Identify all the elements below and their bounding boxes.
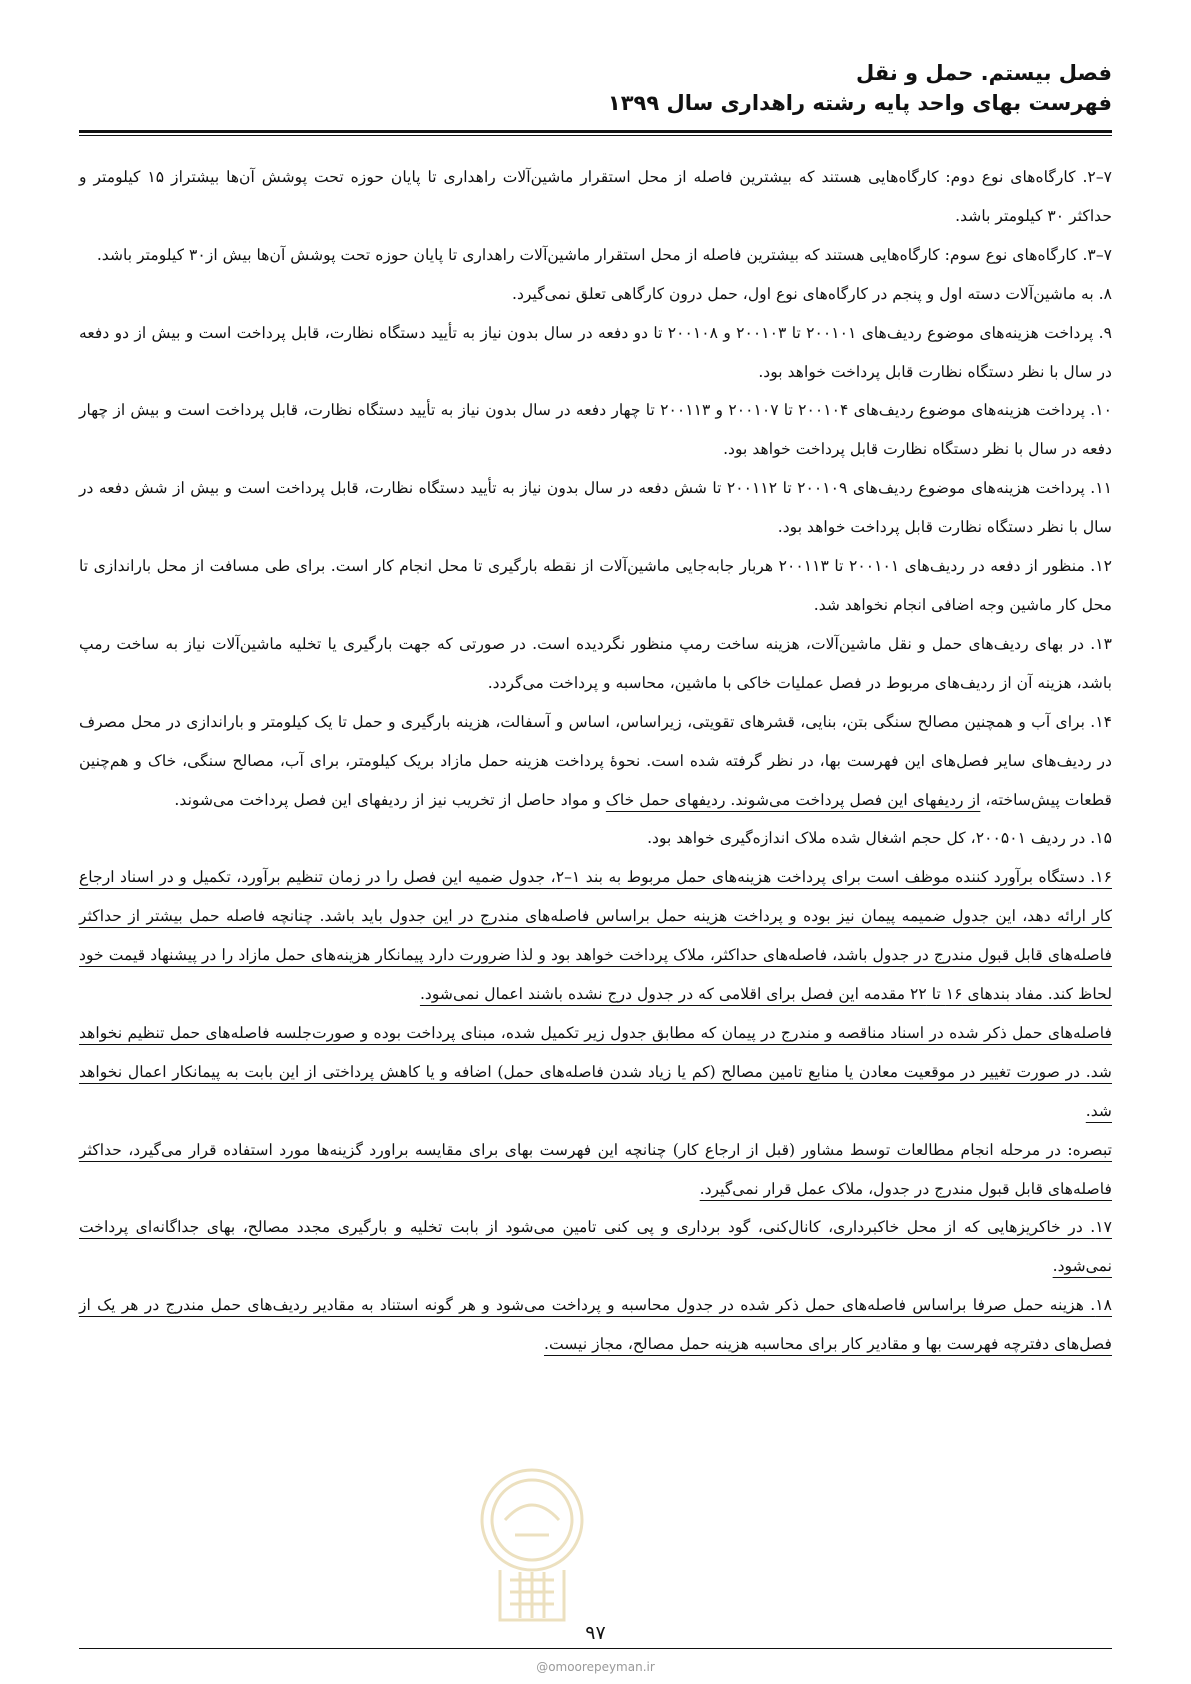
paragraph-18: ۱۸. هزینه حمل صرفا براساس فاصله‌های حمل ذکر شده در جدول محاسبه و پرداخت می‌شود و هر گونه استناد به مقادیر ردیف‌های حمل مندرج در هر یک از فصل‌های دفترچه فهرست بها و مقادیر کار برای محاسبه هزینه حمل مصالح، مجاز نیست. — [79, 1296, 1112, 1354]
paragraph: ۱۳. در بهای ردیف‌های حمل و نقل ماشین‌آلات، هزینه ساخت رمپ منظور نگردیده است. در صورتی که جهت بارگیری یا تخلیه ماشین‌آلات نیاز به ساخت رمپ باشد، هزینه آن از ردیف‌های مربوط در فصل عملیات خاکی با ماشین، محاسبه و پرداخت می‌گردد. — [79, 634, 1112, 692]
header-divider-thin — [79, 135, 1112, 136]
header-divider — [79, 130, 1112, 133]
paragraph-14 — [79, 703, 1112, 820]
note-paragraph: تبصره: در مرحله انجام مطالعات توسط مشاور (قبل از ارجاع کار) چنانچه این فهرست بهای برای مقایسه براورد گزینه‌ها مورد استفاده قرار می‌گیرد، حداکثر فاصله‌های قابل قبول مندرج در جدول، ملاک عمل قرار نمی‌گیرد. — [79, 1140, 1112, 1198]
chapter-title: فصل بیستم. حمل و نقل — [855, 61, 1112, 85]
paragraph: ۸. به ماشین‌آلات دسته اول و پنجم در کارگاه‌های نوع اول، حمل درون کارگاهی تعلق نمی‌گیرد. — [511, 284, 1112, 303]
book-title: فهرست بهای واحد پایه رشته راهداری سال ۱۳۹۹ — [607, 91, 1112, 115]
website-credit: @omoorepeyman.ir — [536, 1660, 655, 1674]
paragraph-16: ۱۶. دستگاه برآورد کننده موظف است برای پرداخت هزینه‌های حمل مربوط به بند ۱–۲، جدول ضمیه این فصل را در زمان تنظیم برآورد، تکمیل و در اسناد ارجاع کار ارائه دهد، این جدول ضمیمه پیمان نیز بوده و پرداخت هزینه حمل براساس فاصله‌های مندرج در این جدول باید باشد. چنانچه فاصله حمل بیشتر از حداکثر فاصله‌های قابل قبول مندرج در جدول باشد، فاصله‌های حداکثر، ملاک پرداخت خواهد بود و لذا ضرورت دارد پیمانکار هزینه‌های حمل مازاد را در پیشنهاد قیمت خود لحاظ کند. مفاد بندهای ۱۶ تا ۲۲ مقدمه این فصل برای اقلامی که در جدول درج نشده باشند اعمال نمی‌شود. — [79, 868, 1112, 1004]
paragraph: ۹. پرداخت هزینه‌های موضوع ردیف‌های ۲۰۰۱۰۱ تا ۲۰۰۱۰۳ و ۲۰۰۱۰۸ تا دو دفعه در سال بدون نیاز به تأیید دستگاه نظارت، قابل پرداخت است و بیش از دو دفعه در سال با نظر دستگاه نظارت قابل پرداخت خواهد بود. — [79, 323, 1112, 381]
seal-logo-icon — [470, 1460, 595, 1640]
paragraph: ۱۰. پرداخت هزینه‌های موضوع ردیف‌های ۲۰۰۱۰۴ تا ۲۰۰۱۰۷ و ۲۰۰۱۱۳ تا چهار دفعه در سال بدون نیاز به تأیید دستگاه نظارت، قابل پرداخت است و بیش از چهار دفعه در سال با نظر دستگاه نظارت قابل پرداخت خواهد بود. — [79, 401, 1112, 459]
paragraph: ۱۱. پرداخت هزینه‌های موضوع ردیف‌های ۲۰۰۱۰۹ تا ۲۰۰۱۱۲ تا شش دفعه در سال بدون نیاز به تأیید دستگاه نظارت، قابل پرداخت است و بیش از شش دفعه در سال با نظر دستگاه نظارت قابل پرداخت خواهد بود. — [79, 479, 1112, 537]
page-header — [79, 58, 1112, 118]
paragraph-15: ۱۵. در ردیف ۲۰۰۵۰۱، کل حجم اشغال شده ملاک اندازه‌گیری خواهد بود. — [647, 829, 1112, 848]
paragraph: ۷–۳. کارگاه‌های نوع سوم: کارگاه‌هایی هستند که بیشترین فاصله از محل استقرار ماشین‌آلات راهداری تا پایان حوزه تحت پوشش آن‌ها بیش از۳۰ کیلومتر باشد. — [96, 245, 1112, 264]
paragraph-14-part-c: و مواد حاصل از تخریب نیز از ردیفهای این فصل پرداخت می‌شوند. — [174, 790, 606, 809]
paragraph: ۷–۲. کارگاه‌های نوع دوم: کارگاه‌هایی هستند که بیشترین فاصله از محل استقرار ماشین‌آلات راهداری تا پایان حوزه تحت پوشش آن‌ها بیشتراز ۱۵ کیلومتر و حداکثر ۳۰ کیلومتر باشد. — [79, 168, 1112, 225]
paragraph: ۱۲. منظور از دفعه در ردیف‌های ۲۰۰۱۰۱ تا ۲۰۰۱۱۳ هربار جابه‌جایی ماشین‌آلات از نقطه بارگیری تا محل انجام کار است. برای طی مسافت از محل باراندازی تا محل کار ماشین وجه اضافی انجام نخواهد شد. — [79, 557, 1112, 614]
paragraph-17: ۱۷. در خاکریزهایی که از محل خاکبرداری، کانال‌کنی، گود برداری و پی کنی تامین می‌شود از بابت تخلیه و بارگیری مجدد مصالح، بهای جداگانه‌ای پرداخت نمی‌شود. — [79, 1218, 1112, 1276]
page-number: ۹۷ — [585, 1622, 606, 1644]
paragraph-14-underlined: از ردیفهای این فصل پرداخت می‌شوند. ردیفهای حمل خاک — [605, 790, 981, 809]
paragraph-14-part-a: ۱۴. برای آب و همچنین مصالح سنگی بتن، بنایی، قشرهای تقویتی، زیراساس، اساس و آسفالت، هزینه بارگیری و حمل تا یک کیلومتر و باراندازی در محل مصرف در ردیف‌های سایر فصل‌های این فهرست بها، در نظر گرفته شده است. نحوهٔ پرداخت هزینه حمل مازاد بریک کیلومتر، برای آب، مصالح سنگی، خاک و هم‌چنین قطعات پیش‌ساخته، — [79, 712, 1112, 809]
paragraph-16-continued: فاصله‌های حمل ذکر شده در اسناد مناقصه و مندرج در پیمان که مطابق جدول زیر تکمیل شده، مبنای پرداخت بوده و صورت‌جلسه فاصله‌های حمل تنظیم نخواهد شد. در صورت تغییر در موقعیت معادن یا منابع تامین مصالح (کم یا زیاد شدن فاصله‌های حمل) اضافه و یا کاهش پرداختی از این بابت به پیمانکار اعمال نخواهد شد. — [79, 1023, 1112, 1120]
footer-divider — [79, 1648, 1112, 1649]
body-text — [79, 158, 1112, 1364]
